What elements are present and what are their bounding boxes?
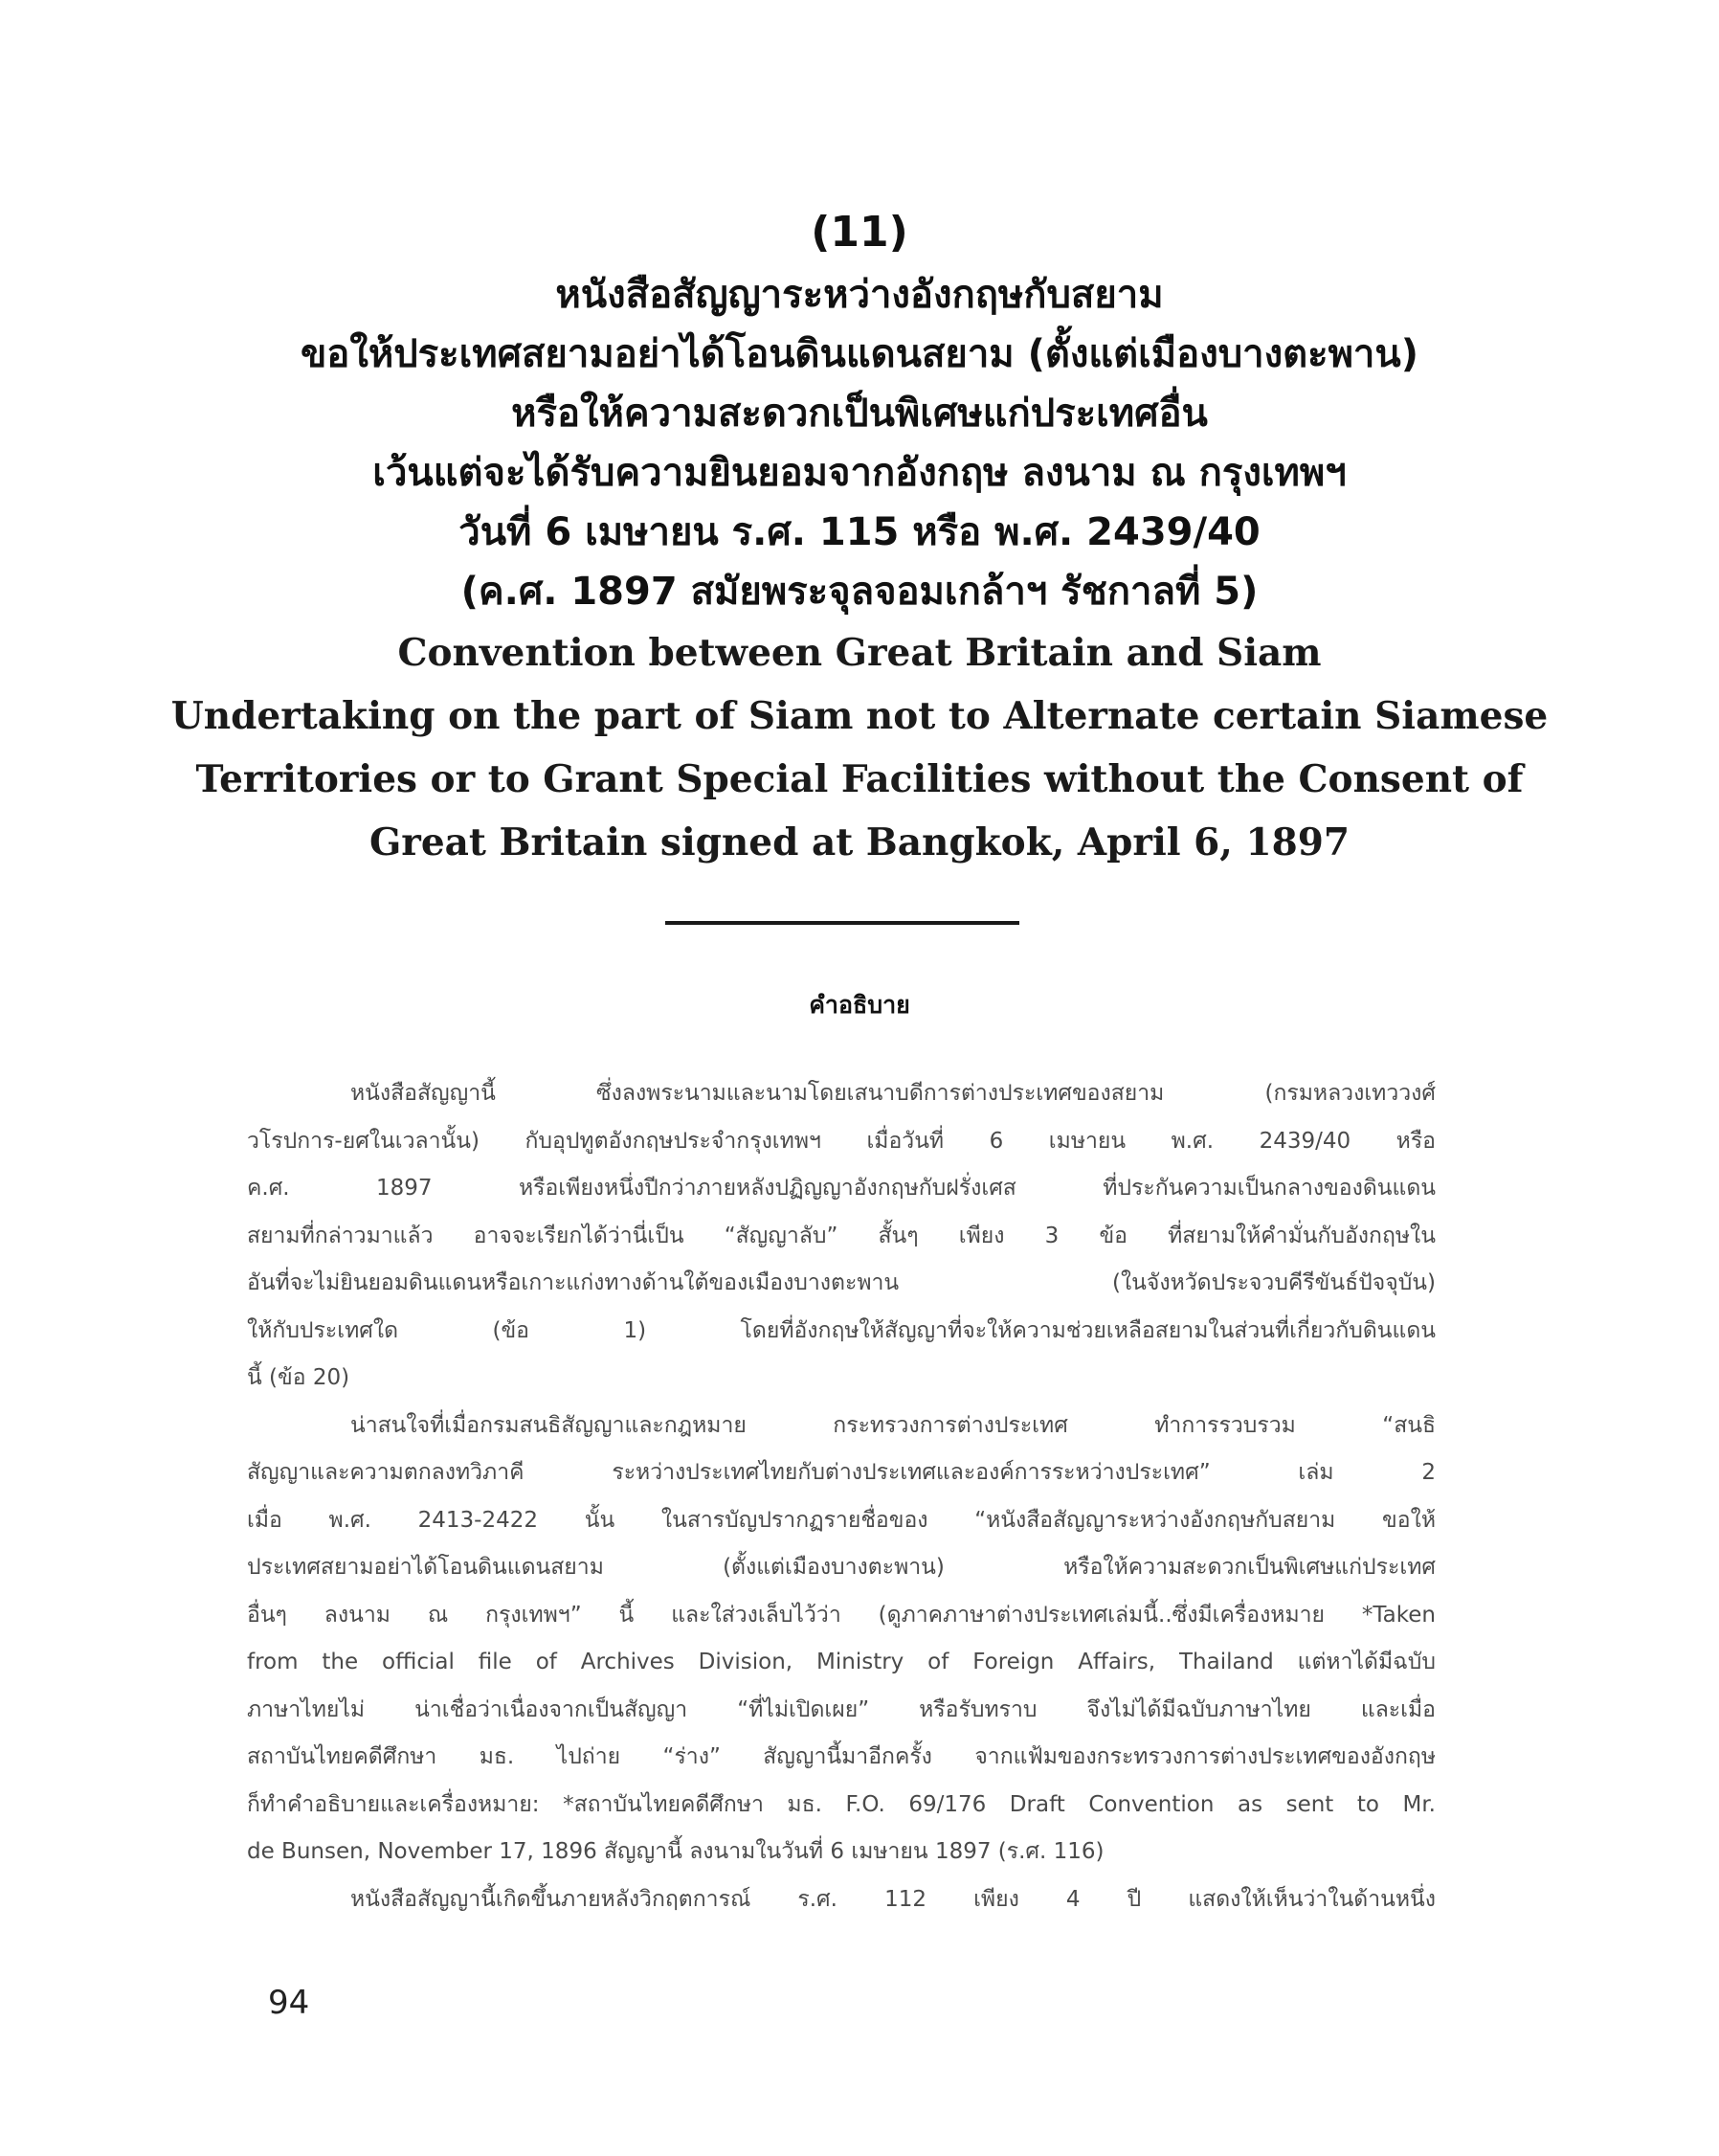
body-line: de Bunsen, November 17, 1896 สัญญานี้ ลงนามในวันที่ 6 เมษายน 1897 (ร.ศ. 116) — [247, 1839, 1105, 1864]
title-divider — [665, 921, 1019, 925]
thai-title-line: (ค.ศ. 1897 สมัยพระจุลจอมเกล้าฯ รัชกาลที่ 5) — [460, 570, 1259, 614]
english-title-line: Great Britain signed at Bangkok, April 6, 1897 — [369, 820, 1350, 865]
body-line: หนังสือสัญญานี้ ซึ่งลงพระนามและนามโดยเสนาบดีการต่างประเทศของสยาม (กรมหลวงเทววงศ์ — [350, 1081, 1436, 1106]
english-title-line: Territories or to Grant Special Facilities without the Consent of — [195, 757, 1524, 801]
body-line: ก็ทำคำอธิบายและเครื่องหมาย: *สถาบันไทยคดีศึกษา มธ. F.O. 69/176 Draft Convention as sent to Mr. — [247, 1791, 1436, 1817]
thai-title-line: วันที่ 6 เมษายน ร.ศ. 115 หรือ พ.ศ. 2439/40 — [458, 510, 1261, 554]
body-line: สถาบันไทยคดีศึกษา มธ. ไปถ่าย “ร่าง” สัญญานี้มาอีกครั้ง จากแฟ้มของกระทรวงการต่างประเทศของอังกฤษ — [247, 1744, 1436, 1769]
body-line: from the official file of Archives Division, Ministry of Foreign Affairs, Thailand แต่หาได้มีฉบับ — [247, 1650, 1436, 1674]
english-title-line: Convention between Great Britain and Siam — [397, 631, 1322, 675]
body-line: สยามที่กล่าวมาแล้ว อาจจะเรียกได้ว่านี่เป็น “สัญญาลับ” สั้นๆ เพียง 3 ข้อ ที่สยามให้คำมั่นกับอังกฤษใน — [247, 1223, 1436, 1248]
thai-title-line: หรือให้ความสะดวกเป็นพิเศษแก่ประเทศอื่น — [511, 392, 1208, 436]
body-line: หนังสือสัญญานี้เกิดขึ้นภายหลังวิกฤตการณ์ ร.ศ. 112 เพียง 4 ปี แสดงให้เห็นว่าในด้านหนึ่ง — [350, 1886, 1436, 1912]
body-line: วโรปการ-ยศในเวลานั้น) กับอุปทูตอังกฤษประจำกรุงเทพฯ เมื่อวันที่ 6 เมษายน พ.ศ. 2439/40 หรือ — [247, 1128, 1436, 1154]
english-title-line: Undertaking on the part of Siam not to Alternate certain Siamese — [170, 694, 1549, 738]
body-line: สัญญาและความตกลงทวิภาคี ระหว่างประเทศไทยกับต่างประเทศและองค์การระหว่างประเทศ” เล่ม 2 — [247, 1460, 1436, 1485]
document-heading — [153, 206, 1566, 874]
body-line: เมื่อ พ.ศ. 2413-2422 นั้น ในสารบัญปรากฏรายชื่อของ “หนังสือสัญญาระหว่างอังกฤษกับสยาม ขอให้ — [247, 1507, 1436, 1533]
section-heading: คำอธิบาย — [809, 991, 910, 1019]
body-line: ค.ศ. 1897 หรือเพียงหนึ่งปีกว่าภายหลังปฏิญญาอังกฤษกับฝรั่งเศส ที่ประกันความเป็นกลางของดินแดน — [247, 1176, 1436, 1201]
thai-title-line: หนังสือสัญญาระหว่างอังกฤษกับสยาม — [555, 273, 1164, 317]
body-line: ประเทศสยามอย่าได้โอนดินแดนสยาม (ตั้งแต่เมืองบางตะพาน) หรือให้ความสะดวกเป็นพิเศษแก่ประเทศ — [247, 1555, 1436, 1580]
body-line: น่าสนใจที่เมื่อกรมสนธิสัญญาและกฎหมาย กระทรวงการต่างประเทศ ทำการรวบรวม “สนธิ — [350, 1412, 1436, 1438]
page-number: 94 — [268, 1984, 310, 2022]
body-text — [247, 1070, 1436, 1923]
thai-title-line: ขอให้ประเทศสยามอย่าได้โอนดินแดนสยาม (ตั้งแต่เมืองบางตะพาน) — [300, 332, 1419, 376]
body-line: อื่นๆ ลงนาม ณ กรุงเทพฯ” นี้ และใส่วงเล็บไว้ว่า (ดูภาคภาษาต่างประเทศเล่มนี้..ซึ่งมีเครื่องหมาย *Taken — [247, 1602, 1436, 1628]
body-line: อันที่จะไม่ยินยอมดินแดนหรือเกาะแก่งทางด้านใต้ของเมืองบางตะพาน (ในจังหวัดประจวบคีรีขันธ์ปัจจุบัน) — [247, 1270, 1436, 1295]
thai-title-line: เว้นแต่จะได้รับความยินยอมจากอังกฤษ ลงนาม ณ กรุงเทพฯ — [372, 451, 1347, 495]
body-line: ให้กับประเทศใด (ข้อ 1) โดยที่อังกฤษให้สัญญาที่จะให้ความช่วยเหลือสยามในส่วนที่เกี่ยวกับดินแดน — [247, 1317, 1436, 1343]
document-number: (11) — [811, 208, 908, 257]
body-line: ภาษาไทยไม่ น่าเชื่อว่าเนื่องจากเป็นสัญญา “ที่ไม่เปิดเผย” หรือรับทราบ จึงไม่ได้มีฉบับภาษาไทย และเมื่อ — [247, 1696, 1436, 1722]
body-line: นี้ (ข้อ 20) — [247, 1365, 350, 1390]
